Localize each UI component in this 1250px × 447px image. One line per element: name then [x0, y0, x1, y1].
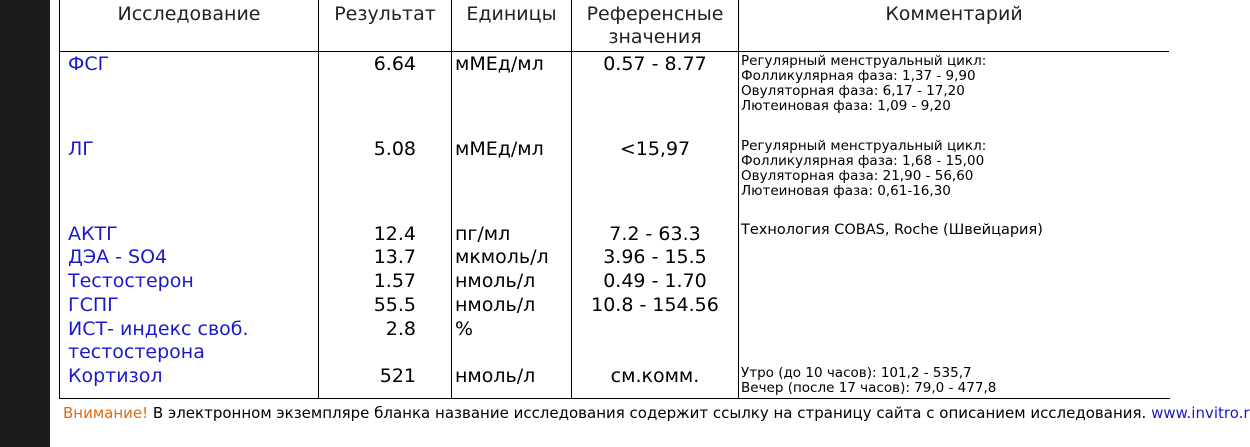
- column-divider: [451, 0, 452, 398]
- comment-line: Вечер (после 17 часов): 79,0 - 477,8: [741, 380, 997, 396]
- comment-line: Регулярный менструальный цикл:: [741, 53, 987, 69]
- reference-value: <15,97: [619, 138, 691, 160]
- comment-block: [741, 223, 1043, 238]
- result-value: 1.57: [373, 270, 416, 292]
- warning-label: Внимание!: [63, 404, 149, 422]
- test-name-link[interactable]: ГСПГ: [68, 294, 119, 316]
- units-value: мМЕд/мл: [455, 53, 544, 75]
- units-value: мМЕд/мл: [455, 138, 544, 160]
- header-divider: [60, 51, 1169, 52]
- result-value: 2.8: [385, 318, 416, 340]
- units-value: нмоль/л: [455, 365, 536, 387]
- comment-line: Фолликулярная фаза: 1,68 - 15,00: [741, 153, 985, 169]
- reference-value: 7.2 - 63.3: [609, 223, 701, 245]
- column-divider: [738, 0, 739, 398]
- units-value: нмоль/л: [455, 294, 536, 316]
- test-name-link[interactable]: ДЭА - SO4: [68, 246, 168, 268]
- test-name-link[interactable]: АКТГ: [68, 223, 118, 245]
- units-value: пг/мл: [455, 223, 511, 245]
- comment-line: Лютеиновая фаза: 1,09 - 9,20: [741, 98, 951, 114]
- result-value: 12.4: [373, 223, 416, 245]
- header-comment: Комментарий: [885, 3, 1023, 25]
- footer-note: [63, 404, 1250, 422]
- comment-line: Регулярный менструальный цикл:: [741, 138, 987, 154]
- reference-value: 3.96 - 15.5: [603, 246, 707, 268]
- test-name-link[interactable]: Кортизол: [68, 365, 163, 387]
- test-name-link[interactable]: ФСГ: [68, 53, 110, 75]
- result-value: 6.64: [373, 53, 416, 75]
- header-reference-line1: Референсные: [586, 3, 724, 25]
- test-name-link[interactable]: Тестостерон: [68, 270, 194, 292]
- comment-line: Технология COBAS, Roche (Швейцария): [741, 222, 1043, 238]
- header-reference: [572, 3, 738, 49]
- left-dark-sidebar: [0, 0, 50, 447]
- comment-block: [741, 366, 996, 396]
- test-name-link[interactable]: [68, 318, 249, 364]
- test-name-line2[interactable]: тестостерона: [68, 341, 205, 363]
- reference-value: 10.8 - 154.56: [591, 294, 719, 316]
- units-value: %: [455, 318, 474, 340]
- header-units: Единицы: [466, 3, 557, 25]
- comment-block: [741, 54, 986, 114]
- comment-line: Лютеиновая фаза: 0,61-16,30: [741, 183, 951, 199]
- units-value: нмоль/л: [455, 270, 536, 292]
- comment-line: Овуляторная фаза: 6,17 - 17,20: [741, 83, 965, 99]
- website-link[interactable]: www.invitro.r: [1151, 404, 1250, 422]
- header-study: Исследование: [117, 3, 261, 25]
- reference-value: 0.49 - 1.70: [603, 270, 707, 292]
- reference-value: см.комм.: [610, 365, 700, 387]
- comment-line: Утро (до 10 часов): 101,2 - 535,7: [741, 365, 972, 381]
- comment-line: Овуляторная фаза: 21,90 - 56,60: [741, 168, 974, 184]
- header-reference-line2: значения: [608, 26, 702, 48]
- result-value: 55.5: [373, 294, 416, 316]
- reference-value: 0.57 - 8.77: [603, 53, 707, 75]
- units-value: мкмоль/л: [455, 246, 549, 268]
- test-name-line1[interactable]: ИСТ- индекс своб.: [68, 318, 249, 340]
- header-result: Результат: [334, 3, 436, 25]
- footer-text: В электронном экземпляре бланка название исследования содержит ссылку на страницу сайта с описанием исследования.: [148, 404, 1152, 422]
- comment-block: [741, 139, 986, 199]
- comment-line: Фолликулярная фаза: 1,37 - 9,90: [741, 68, 976, 84]
- result-value: 5.08: [373, 138, 416, 160]
- result-value: 521: [379, 365, 416, 387]
- result-value: 13.7: [373, 246, 416, 268]
- test-name-link[interactable]: ЛГ: [68, 138, 94, 160]
